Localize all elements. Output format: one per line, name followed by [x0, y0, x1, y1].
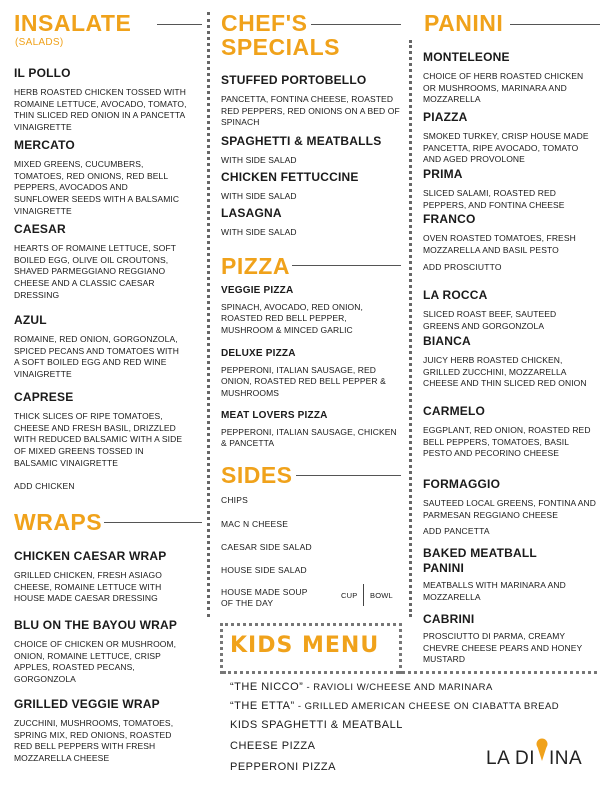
item-name: BLU ON THE BAYOU WRAP: [14, 618, 178, 632]
item-name: MERCATO: [14, 138, 75, 152]
panini-title: PANINI: [424, 10, 504, 36]
menu-item-formaggio: [423, 477, 603, 521]
menu-item-carmelo: [423, 404, 593, 460]
menu-item-veggie-pizza: [221, 285, 401, 337]
column-divider-right: [409, 40, 412, 617]
menu-item-monteleone: [423, 50, 593, 106]
kids-item-cheese-pizza: CHEESE PIZZA: [230, 740, 316, 752]
soup-line2: OF THE DAY: [221, 598, 274, 609]
item-name: BIANCA: [423, 334, 471, 348]
menu-item-grilled-veggie-wrap: [14, 697, 186, 765]
side-mac-n-cheese: MAC N CHEESE: [221, 519, 289, 529]
menu-item-franco: [423, 212, 595, 256]
la-divina-logo: [486, 744, 582, 770]
insalate-title: INSALATE: [14, 10, 132, 36]
item-name: GRILLED VEGGIE WRAP: [14, 697, 160, 711]
insalate-rule: [157, 24, 202, 25]
kids-item-desc: - GRILLED AMERICAN CHEESE ON CIABATTA BREAD: [294, 701, 560, 712]
item-desc: WITH SIDE SALAD: [221, 227, 297, 237]
item-desc: SMOKED TURKEY, CRISP HOUSE MADE PANCETTA, RIPE AVOCADO, TOMATO AND AGED PROVOLONE: [423, 131, 589, 165]
menu-item-lasagna: [221, 206, 403, 239]
item-desc: MEATBALLS WITH MARINARA AND MOZZARELLA: [423, 580, 566, 602]
side-house-soup: [221, 587, 308, 610]
panini-rule: [510, 24, 600, 25]
item-desc: WITH SIDE SALAD: [221, 191, 297, 201]
item-desc: HEARTS OF ROMAINE LETTUCE, SOFT BOILED EGG, OLIVE OIL CROUTONS, SHAVED PARMEGGIANO REGGIANO CHEESE AND A CLASSIC CAESAR DRESSING: [14, 243, 176, 300]
item-name: CARMELO: [423, 404, 486, 418]
menu-item-caprese: [14, 390, 189, 470]
specials-title-line1: CHEF'S: [221, 10, 308, 36]
item-desc: WITH SIDE SALAD: [221, 155, 297, 165]
logo-ice-cream-icon: [536, 744, 548, 766]
menu-item-baked-meatball-panini: [423, 546, 593, 603]
menu-item-chicken-caesar-wrap: [14, 549, 194, 605]
kids-item-spaghetti-meatball: KIDS SPAGHETTI & MEATBALL: [230, 719, 403, 731]
item-name: SPAGHETTI & MEATBALLS: [221, 134, 382, 148]
item-name: FORMAGGIO: [423, 477, 501, 491]
side-chips: CHIPS: [221, 495, 248, 505]
menu-item-prima: [423, 167, 598, 211]
cup-bowl-divider: [363, 584, 364, 606]
menu-item-piazza: [423, 110, 593, 166]
pizza-title: PIZZA: [221, 253, 290, 279]
kids-item-the-etta: [230, 700, 559, 712]
column-divider-left: [207, 12, 210, 617]
item-name: CHICKEN FETTUCCINE: [221, 170, 359, 184]
item-desc: SLICED SALAMI, ROASTED RED PEPPERS, AND FONTINA CHEESE: [423, 188, 565, 210]
menu-item-chicken-fettuccine: [221, 170, 403, 203]
item-name: DELUXE PIZZA: [221, 348, 296, 359]
menu-item-spaghetti-meatballs: [221, 134, 403, 167]
item-name-line2: PANINI: [423, 561, 464, 575]
item-name: PIAZZA: [423, 110, 468, 124]
item-desc: CHOICE OF CHICKEN OR MUSHROOM, ONION, ROMAINE LETTUCE, CRISP APPLES, ROASTED PECANS, GORGONZOLA: [14, 639, 177, 685]
kids-item-pepperoni-pizza: PEPPERONI PIZZA: [230, 761, 336, 773]
menu-item-il-pollo: [14, 66, 194, 134]
logo-text-left: LA DI: [486, 748, 535, 769]
item-name-line1: BAKED MEATBALL: [423, 546, 537, 560]
item-name: CHICKEN CAESAR WRAP: [14, 549, 167, 563]
item-desc: HERB ROASTED CHICKEN TOSSED WITH ROMAINE LETTUCE, AVOCADO, TOMATO, THIN SLICED RED ONION IN A PANCETTA VINAIGRETTE: [14, 87, 187, 133]
item-name: IL POLLO: [14, 66, 71, 80]
menu-item-bianca: [423, 334, 593, 390]
addon-pancetta: ADD PANCETTA: [423, 526, 490, 536]
item-name: STUFFED PORTOBELLO: [221, 73, 367, 87]
addon-chicken: ADD CHICKEN: [14, 481, 75, 491]
menu-item-caesar: [14, 222, 186, 302]
side-caesar-salad: CAESAR SIDE SALAD: [221, 542, 312, 552]
soup-line1: HOUSE MADE SOUP: [221, 587, 308, 597]
insalate-subtitle: (SALADS): [15, 37, 64, 48]
item-desc: GRILLED CHICKEN, FRESH ASIAGO CHEESE, ROMAINE LETTUCE WITH HOUSE MADE CAESAR DRESSING: [14, 570, 162, 604]
item-desc: PEPPERONI, ITALIAN SAUSAGE, RED ONION, ROASTED RED BELL PEPPER & MUSHROOMS: [221, 364, 386, 398]
item-desc: PROSCIUTTO DI PARMA, CREAMY CHEVRE CHEESE PEARS AND HONEY MUSTARD: [423, 631, 583, 665]
item-desc: THICK SLICES OF RIPE TOMATOES, CHEESE AND FRESH BASIL, DRIZZLED WITH REDUCED BALSAMIC WITH A SIDE OF MIXED GREENS TOSSED IN BALSAMIC VINAIGRETTE: [14, 411, 183, 468]
soup-bowl: BOWL: [370, 591, 393, 600]
item-name: VEGGIE PIZZA: [221, 285, 294, 296]
menu-item-mercato: [14, 138, 184, 218]
item-name: LASAGNA: [221, 206, 282, 220]
menu-item-meat-lovers-pizza: [221, 410, 401, 450]
sides-title: SIDES: [221, 462, 293, 488]
kids-item-name: “THE ETTA”: [230, 700, 295, 712]
item-name: MEAT LOVERS PIZZA: [221, 410, 328, 421]
item-name: MONTELEONE: [423, 50, 510, 64]
item-desc: ZUCCHINI, MUSHROOMS, TOMATOES, SPRING MIX, RED ONIONS, ROASTED RED BELL PEPPERS WITH FRESH MOZZARELLA CHEESE: [14, 718, 174, 764]
wraps-rule: [104, 522, 202, 523]
item-desc: CHOICE OF HERB ROASTED CHICKEN OR MUSHROOMS, MARINARA AND MOZZARELLA: [423, 71, 584, 105]
item-name: AZUL: [14, 313, 47, 327]
sides-rule: [296, 475, 401, 476]
item-desc: MIXED GREENS, CUCUMBERS, TOMATOES, RED ONIONS, RED BELL PEPPERS, AVOCADOS AND SUNFLOWER SEEDS WITH A BALSAMIC VINAIGRETTE: [14, 159, 180, 216]
logo-text-right: INA: [548, 748, 583, 769]
menu-item-cabrini: [423, 612, 598, 666]
menu-item-blu-on-the-bayou-wrap: [14, 618, 184, 686]
addon-prosciutto: ADD PROSCIUTTO: [423, 262, 502, 272]
item-name: CAPRESE: [14, 390, 74, 404]
wraps-title: WRAPS: [14, 509, 103, 535]
specials-title-line2: SPECIALS: [221, 34, 341, 60]
item-desc: SLICED ROAST BEEF, SAUTEED GREENS AND GORGONZOLA: [423, 309, 557, 331]
item-desc: OVEN ROASTED TOMATOES, FRESH MOZZARELLA AND BASIL PESTO: [423, 233, 576, 255]
pizza-rule: [292, 265, 401, 266]
item-name: PRIMA: [423, 167, 463, 181]
menu-item-la-rocca: [423, 288, 593, 332]
menu-item-stuffed-portobello: [221, 73, 403, 129]
kids-item-the-nicco: [230, 681, 493, 693]
kids-menu-frame-bottom: [223, 671, 597, 674]
item-desc: SPINACH, AVOCADO, RED ONION, ROASTED RED BELL PEPPER, MUSHROOM & MINCED GARLIC: [221, 301, 363, 335]
specials-rule: [311, 24, 401, 25]
item-name: LA ROCCA: [423, 288, 488, 302]
kids-menu-title: KIDS MENU: [230, 633, 380, 658]
item-desc: EGGPLANT, RED ONION, ROASTED RED BELL PEPPERS, TOMATOES, BASIL PESTO AND PECORINO CHEESE: [423, 425, 591, 459]
item-desc: PEPPERONI, ITALIAN SAUSAGE, CHICKEN & PANCETTA: [221, 426, 397, 449]
menu-item-deluxe-pizza: [221, 348, 401, 400]
item-desc: ROMAINE, RED ONION, GORGONZOLA, SPICED PECANS AND TOMATOES WITH A SOFT BOILED EGG AND RED WINE VINAIGRETTE: [14, 334, 179, 380]
kids-item-desc: - RAVIOLI W/CHEESE AND MARINARA: [303, 682, 493, 693]
side-house-salad: HOUSE SIDE SALAD: [221, 565, 307, 575]
menu-item-azul: [14, 313, 186, 381]
item-name: FRANCO: [423, 212, 476, 226]
item-desc: PANCETTA, FONTINA CHEESE, ROASTED RED PEPPERS, RED ONIONS ON A BED OF SPINACH: [221, 94, 400, 128]
soup-cup: CUP: [341, 591, 358, 600]
item-name: CAESAR: [14, 222, 66, 236]
item-desc: JUICY HERB ROASTED CHICKEN, GRILLED ZUCCHINI, MOZZARELLA CHEESE AND THIN SLICED RED ONION: [423, 355, 587, 389]
item-name: CABRINI: [423, 612, 475, 626]
item-desc: SAUTEED LOCAL GREENS, FONTINA AND PARMESAN REGGIANO CHEESE: [423, 498, 597, 520]
kids-item-name: “THE NICCO”: [230, 681, 304, 693]
